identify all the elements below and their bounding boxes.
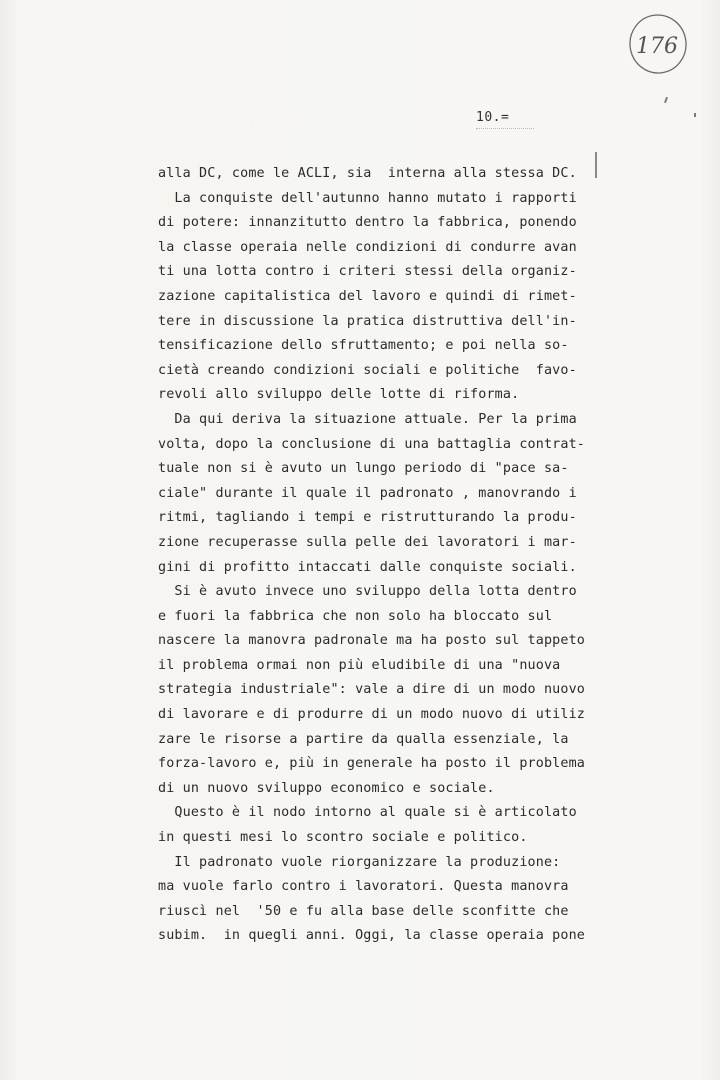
body-text	[158, 162, 598, 949]
text-line: subim. in quegli anni. Oggi, la classe operaia pone	[158, 928, 586, 944]
archive-number-text: 176	[636, 34, 678, 59]
text-line: la classe operaia nelle condizioni di condurre avan	[158, 239, 577, 255]
page-number: 10.=	[476, 110, 510, 125]
text-line: tere in discussione la pratica distruttiva dell'in-	[158, 313, 577, 329]
text-line: il problema ormai non più eludibile di una "nuova	[158, 657, 561, 673]
text-line: tensificazione dello sfruttamento; e poi nella so-	[158, 338, 569, 354]
text-line: ritmi, tagliando i tempi e ristrutturando la produ-	[158, 510, 577, 526]
text-line: La conquiste dell'autunno hanno mutato i rapporti	[158, 190, 577, 206]
text-line: Il padronato vuole riorganizzare la produzione:	[158, 854, 561, 870]
text-line: zione recuperasse sulla pelle dei lavoratori i mar-	[158, 534, 577, 550]
margin-mark	[664, 97, 668, 103]
text-line: Questo è il nodo intorno al quale si è articolato	[158, 805, 577, 821]
text-line: forza-lavoro e, più in generale ha posto il problema	[158, 756, 586, 772]
text-line: zazione capitalistica del lavoro e quindi di rimet-	[158, 288, 577, 304]
text-line: cietà creando condizioni sociali e politiche favo-	[158, 362, 577, 378]
text-line: e fuori la fabbrica che non solo ha bloccato sul	[158, 608, 553, 624]
text-line: zare le risorse a partire da qualla essenziale, la	[158, 731, 569, 747]
archive-number-stamp	[626, 12, 690, 76]
text-line: ti una lotta contro i criteri stessi della organiz-	[158, 264, 577, 280]
text-line: nascere la manovra padronale ma ha posto sul tappeto	[158, 633, 586, 649]
text-line: gini di profitto intaccati dalle conquiste sociali.	[158, 559, 577, 575]
margin-mark	[694, 113, 696, 117]
text-line: strategia industriale": vale a dire di un modo nuovo	[158, 682, 586, 698]
text-line: tuale non si è avuto un lungo periodo di "pace sa-	[158, 461, 569, 477]
text-line: Da qui deriva la situazione attuale. Per la prima	[158, 411, 577, 427]
text-line: alla DC, come le ACLI, sia interna alla stessa DC.	[158, 166, 577, 181]
text-line: di potere: innanzitutto dentro la fabbrica, ponendo	[158, 215, 577, 231]
text-line: ma vuole farlo contro i lavoratori. Questa manovra	[158, 879, 569, 895]
text-line: volta, dopo la conclusione di una battaglia contrat-	[158, 436, 586, 452]
text-line: revoli allo sviluppo delle lotte di riforma.	[158, 387, 520, 403]
text-line: ciale" durante il quale il padronato , manovrando i	[158, 485, 577, 501]
text-line: Si è avuto invece uno sviluppo della lotta dentro	[158, 584, 577, 600]
text-line: riuscì nel '50 e fu alla base delle sconfitte che	[158, 903, 569, 919]
text-line: in questi mesi lo scontro sociale e politico.	[158, 830, 528, 846]
text-line: di lavorare e di produrre di un modo nuovo di utiliz	[158, 707, 586, 723]
text-line: di un nuovo sviluppo economico e sociale.	[158, 780, 495, 796]
page-number-underline	[476, 128, 534, 129]
